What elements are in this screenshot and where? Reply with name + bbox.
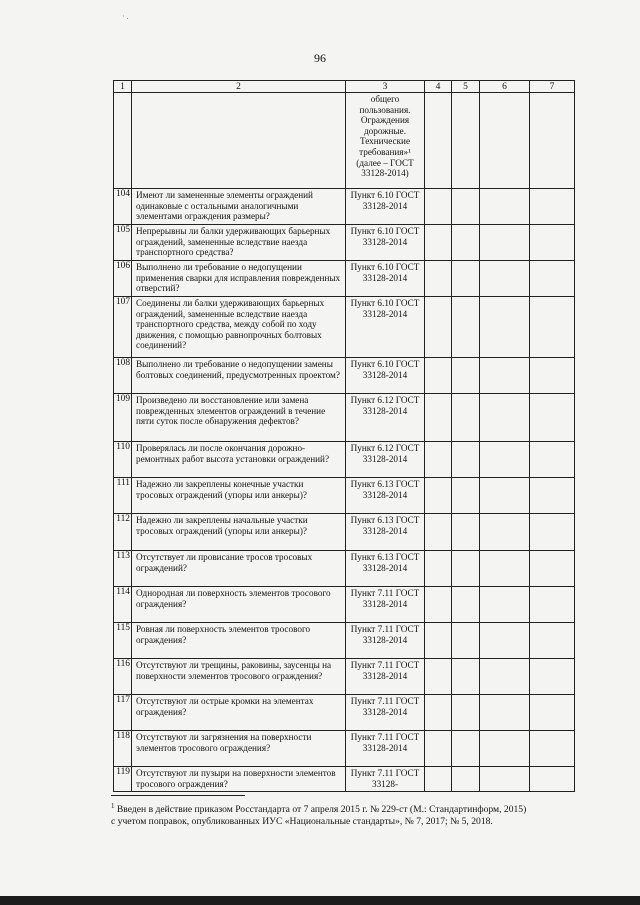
empty-answer-cell [480, 189, 530, 225]
row-number: 111 [114, 478, 132, 514]
empty-answer-cell [530, 394, 575, 442]
empty-answer-cell [425, 659, 452, 695]
reference-cell: Пункт 6.10 ГОСТ 33128-2014 [346, 225, 425, 261]
table-header-row [114, 81, 575, 93]
column-header: 2 [132, 81, 346, 93]
empty-answer-cell [452, 189, 480, 225]
table-row [114, 623, 575, 659]
empty-answer-cell [480, 587, 530, 623]
question-cell: Соединены ли балки удерживающих барьерных ограждений, замененные вследствие наезда транспортного средства, между собой по ходу движения, с помощью равнопрочных болтовых соединений? [132, 297, 346, 358]
reference-cell: Пункт 6.13 ГОСТ 33128-2014 [346, 551, 425, 587]
empty-answer-cell [452, 659, 480, 695]
empty-answer-cell [530, 358, 575, 394]
table-row [114, 551, 575, 587]
empty-answer-cell [530, 297, 575, 358]
empty-answer-cell [425, 442, 452, 478]
column-header: 7 [530, 81, 575, 93]
empty-answer-cell [452, 93, 480, 189]
question-cell: Отсутствуют ли загрязнения на поверхности элементов тросового ограждения? [132, 731, 346, 767]
footnote-mark: 1 [111, 802, 115, 810]
empty-answer-cell [530, 93, 575, 189]
question-cell: Отсутствуют ли трещины, раковины, заусенцы на поверхности элементов тросового ограждения? [132, 659, 346, 695]
reference-cell: Пункт 7.11 ГОСТ 33128- [346, 767, 425, 792]
empty-answer-cell [425, 695, 452, 731]
empty-answer-cell [452, 731, 480, 767]
column-header: 4 [425, 81, 452, 93]
question-cell: Проверялась ли после окончания дорожно-ремонтных работ высота установки ограждений? [132, 442, 346, 478]
question-cell: Выполнено ли требование о недопущении применения сварки для исправления поврежденных отверстий? [132, 261, 346, 297]
empty-answer-cell [425, 623, 452, 659]
reference-cell: Пункт 6.13 ГОСТ 33128-2014 [346, 478, 425, 514]
footnote [111, 800, 531, 829]
question-cell: Отсутствуют ли пузыри на поверхности элементов тросового ограждения? [132, 767, 346, 792]
empty-answer-cell [452, 297, 480, 358]
empty-answer-cell [530, 767, 575, 792]
empty-answer-cell [452, 225, 480, 261]
row-number: 104 [114, 189, 132, 225]
table-row [114, 514, 575, 551]
empty-answer-cell [480, 93, 530, 189]
empty-answer-cell [530, 551, 575, 587]
footnote-divider [111, 795, 245, 796]
table-row [114, 731, 575, 767]
reference-cell: Пункт 6.10 ГОСТ 33128-2014 [346, 261, 425, 297]
reference-cell: Пункт 7.11 ГОСТ 33128-2014 [346, 731, 425, 767]
question-cell: Отсутствуют ли острые кромки на элементах ограждения? [132, 695, 346, 731]
empty-answer-cell [480, 659, 530, 695]
row-number: 113 [114, 551, 132, 587]
table-row [114, 358, 575, 394]
empty-answer-cell [425, 358, 452, 394]
empty-answer-cell [480, 261, 530, 297]
empty-answer-cell [530, 587, 575, 623]
empty-answer-cell [425, 261, 452, 297]
footnote-text: Введен в действие приказом Росстандарта от 7 апреля 2015 г. № 229-ст (М.: Стандартинформ, 2015) с учетом поправок, опубликованных ИУС «Национальные стандарты», № 7, 2017; № 5, 2018. [111, 804, 527, 828]
row-number: 118 [114, 731, 132, 767]
question-cell: Выполнено ли требование о недопущении замены болтовых соединений, предусмотренных проектом? [132, 358, 346, 394]
empty-answer-cell [480, 225, 530, 261]
reference-cell: Пункт 7.11 ГОСТ 33128-2014 [346, 659, 425, 695]
table-row [114, 225, 575, 261]
row-number: 112 [114, 514, 132, 551]
page-number: 96 [314, 51, 326, 65]
row-number: 115 [114, 623, 132, 659]
reference-cell: Пункт 6.13 ГОСТ 33128-2014 [346, 514, 425, 551]
column-header: 6 [480, 81, 530, 93]
reference-cell: Пункт 6.10 ГОСТ 33128-2014 [346, 189, 425, 225]
empty-answer-cell [452, 261, 480, 297]
reference-cell: общего пользования. Ограждения дорожные. Технические требования»¹ (далее – ГОСТ 33128-2014) [346, 93, 425, 189]
table-row [114, 93, 575, 189]
empty-answer-cell [425, 297, 452, 358]
empty-answer-cell [480, 442, 530, 478]
table-row [114, 478, 575, 514]
empty-answer-cell [530, 514, 575, 551]
question-cell: Надежно ли закреплены конечные участки тросовых ограждений (упоры или анкеры)? [132, 478, 346, 514]
empty-answer-cell [425, 93, 452, 189]
empty-answer-cell [452, 514, 480, 551]
empty-answer-cell [480, 623, 530, 659]
table-row [114, 659, 575, 695]
reference-cell: Пункт 6.12 ГОСТ 33128-2014 [346, 394, 425, 442]
empty-answer-cell [480, 297, 530, 358]
empty-answer-cell [530, 623, 575, 659]
empty-answer-cell [480, 478, 530, 514]
row-number: 117 [114, 695, 132, 731]
empty-answer-cell [425, 731, 452, 767]
empty-answer-cell [480, 551, 530, 587]
empty-answer-cell [425, 225, 452, 261]
empty-answer-cell [530, 478, 575, 514]
table-row [114, 297, 575, 358]
row-number: 119 [114, 767, 132, 792]
row-number [114, 93, 132, 189]
empty-answer-cell [480, 358, 530, 394]
empty-answer-cell [425, 767, 452, 792]
table-row [114, 261, 575, 297]
empty-answer-cell [480, 514, 530, 551]
row-number: 106 [114, 261, 132, 297]
empty-answer-cell [530, 261, 575, 297]
empty-answer-cell [530, 442, 575, 478]
question-cell: Имеют ли замененные элементы ограждений одинаковые с остальными аналогичными элементами ограждения размеры? [132, 189, 346, 225]
empty-answer-cell [425, 394, 452, 442]
row-number: 114 [114, 587, 132, 623]
empty-answer-cell [425, 514, 452, 551]
question-cell: Однородная ли поверхность элементов тросового ограждения? [132, 587, 346, 623]
row-number: 110 [114, 442, 132, 478]
question-cell: Непрерывны ли балки удерживающих барьерных ограждений, замененные вследствие наезда транспортного средства? [132, 225, 346, 261]
row-number: 107 [114, 297, 132, 358]
empty-answer-cell [530, 695, 575, 731]
empty-answer-cell [452, 394, 480, 442]
row-number: 116 [114, 659, 132, 695]
question-cell: Ровная ли поверхность элементов тросового ограждения? [132, 623, 346, 659]
empty-answer-cell [530, 731, 575, 767]
row-number: 108 [114, 358, 132, 394]
reference-cell: Пункт 7.11 ГОСТ 33128-2014 [346, 695, 425, 731]
table-row [114, 394, 575, 442]
reference-cell: Пункт 6.12 ГОСТ 33128-2014 [346, 442, 425, 478]
scan-mark: · . [122, 12, 129, 21]
empty-answer-cell [452, 358, 480, 394]
column-header: 1 [114, 81, 132, 93]
empty-answer-cell [480, 695, 530, 731]
empty-answer-cell [452, 442, 480, 478]
table-row [114, 442, 575, 478]
empty-answer-cell [425, 551, 452, 587]
reference-cell: Пункт 7.11 ГОСТ 33128-2014 [346, 623, 425, 659]
empty-answer-cell [425, 587, 452, 623]
empty-answer-cell [530, 189, 575, 225]
question-cell [132, 93, 346, 189]
reference-cell: Пункт 6.10 ГОСТ 33128-2014 [346, 297, 425, 358]
row-number: 105 [114, 225, 132, 261]
table-row [114, 189, 575, 225]
table-row [114, 767, 575, 792]
table-row [114, 695, 575, 731]
reference-cell: Пункт 6.10 ГОСТ 33128-2014 [346, 358, 425, 394]
row-number: 109 [114, 394, 132, 442]
reference-cell: Пункт 7.11 ГОСТ 33128-2014 [346, 587, 425, 623]
question-cell: Произведено ли восстановление или замена поврежденных элементов ограждений в течение пяти суток после обнаружения дефектов? [132, 394, 346, 442]
empty-answer-cell [425, 189, 452, 225]
empty-answer-cell [452, 551, 480, 587]
checklist-table [113, 80, 575, 792]
empty-answer-cell [452, 695, 480, 731]
empty-answer-cell [452, 478, 480, 514]
empty-answer-cell [425, 478, 452, 514]
question-cell: Отсутствует ли провисание тросов тросовых ограждений? [132, 551, 346, 587]
question-cell: Надежно ли закреплены начальные участки тросовых ограждений (упоры или анкеры)? [132, 514, 346, 551]
empty-answer-cell [452, 587, 480, 623]
empty-answer-cell [452, 623, 480, 659]
empty-answer-cell [480, 767, 530, 792]
empty-answer-cell [530, 225, 575, 261]
empty-answer-cell [452, 767, 480, 792]
column-header: 3 [346, 81, 425, 93]
column-header: 5 [452, 81, 480, 93]
table-row [114, 587, 575, 623]
empty-answer-cell [480, 394, 530, 442]
empty-answer-cell [480, 731, 530, 767]
empty-answer-cell [530, 659, 575, 695]
scan-bottom-edge [0, 896, 640, 905]
